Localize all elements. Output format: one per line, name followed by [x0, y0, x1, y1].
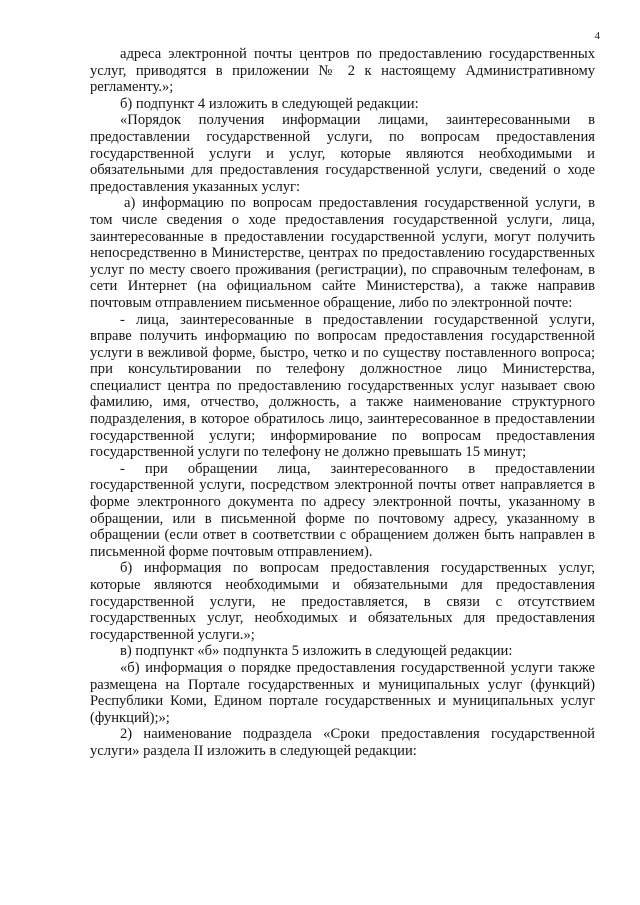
document-body: [90, 46, 595, 760]
paragraph: «Порядок получения информации лицами, заинтересованными в предоставлении государственной услуги, по вопросам предоставления государственной услуги и услуг, которые являются необходимыми и обязательными для предоставления государственной услуги, сведений о ходе предоставления указанных услуг:: [90, 112, 595, 195]
paragraph: б) информация по вопросам предоставления государственных услуг, которые являются необходимыми и обязательными для предоставления государственной услуги, не предоставляется, в связи с отсутствием государственных услуг, необходимых и обязательных для предоставления государственной услуги.»;: [90, 560, 595, 643]
paragraph: - при обращении лица, заинтересованного в предоставлении государственной услуги, посредством электронной почты ответ направляется в форме электронного документа по адресу электронной почты, указанному в обращении, или в письменной форме по почтовому адресу, указанному в обращении (если ответ в соответствии с обращением должен быть направлен в письменной форме почтовым отправлением).: [90, 460, 595, 560]
paragraph: а) информацию по вопросам предоставления государственной услуги, в том числе сведения о ходе предоставления государственной услуги, лица, заинтересованные в предоставлении государственной услуги, могут получить непосредственно в Министерстве, центрах по предоставлению государственных услуг по месту своего проживания (регистрации), по справочным телефонам, в сети Интернет (на официальном сайте Министерства), а также направив почтовым отправлением письменное обращение, либо по электронной почте:: [90, 195, 595, 311]
page-number: 4: [594, 30, 600, 42]
paragraph: 2) наименование подраздела «Сроки предоставления государственной услуги» раздела II изложить в следующей редакции:: [90, 726, 595, 759]
paragraph: «б) информация о порядке предоставления государственной услуги также размещена на Портале государственных и муниципальных услуг (функций) Республики Коми, Едином портале государственных и муниципальных услуг (функций);»;: [90, 659, 595, 726]
paragraph: б) подпункт 4 изложить в следующей редакции:: [120, 95, 419, 112]
paragraph: в) подпункт «б» подпункта 5 изложить в следующей редакции:: [120, 643, 513, 660]
paragraph: адреса электронной почты центров по предоставлению государственных услуг, приводятся в приложении № 2 к настоящему Административному регламенту.»;: [90, 46, 595, 96]
paragraph: - лица, заинтересованные в предоставлении государственной услуги, вправе получить информацию по вопросам предоставления государственной услуги в вежливой форме, быстро, четко и по существу поставленного вопроса; при консультировании по телефону должностное лицо Министерства, специалист центра по предоставлению государственных услуг называет свою фамилию, имя, отчество, должность, а также наименование структурного подразделения, в которое обратилось лицо, заинтересованное в предоставлении государственной услуги; информирование по вопросам предоставления государственной услуги по телефону не должно превышать 15 минут;: [90, 311, 595, 461]
